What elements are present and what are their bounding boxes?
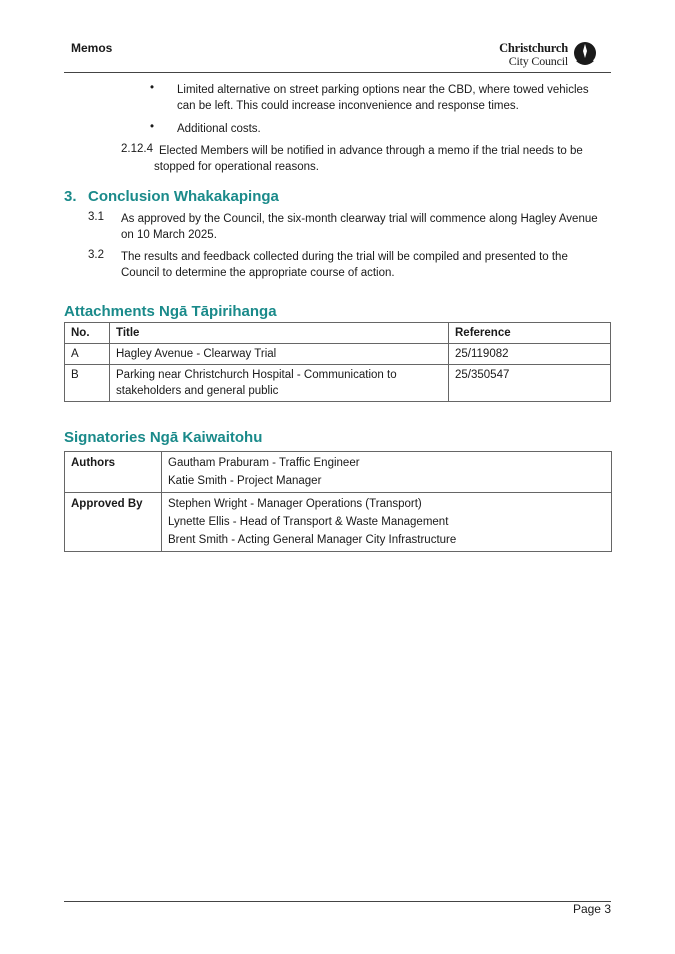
attachment-no: A — [65, 344, 110, 365]
table-header-row — [65, 323, 611, 344]
item-text: The results and feedback collected during the trial will be compiled and presented to the Council to determine the appropriate course of action. — [121, 251, 568, 279]
attachment-no: B — [65, 365, 110, 402]
column-header: Reference — [449, 323, 611, 344]
page-header-title: Memos — [71, 41, 113, 55]
attachment-title: Parking near Christchurch Hospital - Communication to stakeholders and general public — [110, 365, 449, 402]
authors-cell — [162, 452, 612, 493]
item-text: As approved by the Council, the six-month clearway trial will commence along Hagley Avenue on 10 March 2025. — [121, 213, 598, 241]
table-row — [65, 365, 611, 402]
column-header: No. — [65, 323, 110, 344]
approved-by-label: Approved By — [65, 493, 162, 552]
section-heading — [64, 188, 279, 205]
attachment-reference: 25/119082 — [449, 344, 611, 365]
attachment-title: Hagley Avenue - Clearway Trial — [110, 344, 449, 365]
table-row — [65, 493, 612, 552]
section-title: Conclusion Whakakapinga — [88, 188, 279, 205]
signatories-table — [64, 451, 612, 552]
page-number: Page 3 — [572, 902, 611, 916]
bullet-item: Limited alternative on street parking options near the CBD, where towed vehicles can be left. This could increase inconvenience and response times. — [177, 84, 589, 112]
approver-name: Lynette Ellis - Head of Transport & Waste Management — [168, 516, 449, 528]
item-2-12-4-text: Elected Members will be notified in advance through a memo if the trial needs to be stopped for operational reasons. — [154, 145, 583, 173]
cathedral-logo-icon — [572, 42, 598, 68]
item-text — [154, 143, 606, 175]
author-name: Gautham Praburam - Traffic Engineer — [168, 457, 360, 469]
bullet-marker: • — [150, 82, 155, 94]
table-row — [65, 452, 612, 493]
footer-rule — [64, 901, 611, 902]
column-header: Title — [110, 323, 449, 344]
approver-name: Stephen Wright - Manager Operations (Transport) — [168, 498, 422, 510]
council-logo — [498, 41, 602, 69]
item-number: 3.2 — [88, 249, 104, 261]
approver-name: Brent Smith - Acting General Manager City Infrastructure — [168, 534, 457, 546]
attachments-heading: Attachments Ngā Tāpirihanga — [64, 303, 277, 320]
signatories-heading: Signatories Ngā Kaiwaitohu — [64, 429, 263, 446]
authors-label: Authors — [65, 452, 162, 493]
item-number: 3.1 — [88, 211, 104, 223]
author-name: Katie Smith - Project Manager — [168, 475, 322, 487]
header-rule — [64, 72, 611, 73]
attachment-reference: 25/350547 — [449, 365, 611, 402]
table-row — [65, 344, 611, 365]
item-number: 2.12.4 — [121, 143, 153, 155]
section-number: 3. — [64, 188, 77, 205]
logo-line2: City Council — [508, 54, 568, 68]
bullet-item: Additional costs. — [177, 123, 261, 135]
logo-line1: Christchurch — [499, 41, 568, 55]
attachments-table — [64, 322, 611, 402]
approvers-cell — [162, 493, 612, 552]
bullet-marker: • — [150, 121, 155, 133]
